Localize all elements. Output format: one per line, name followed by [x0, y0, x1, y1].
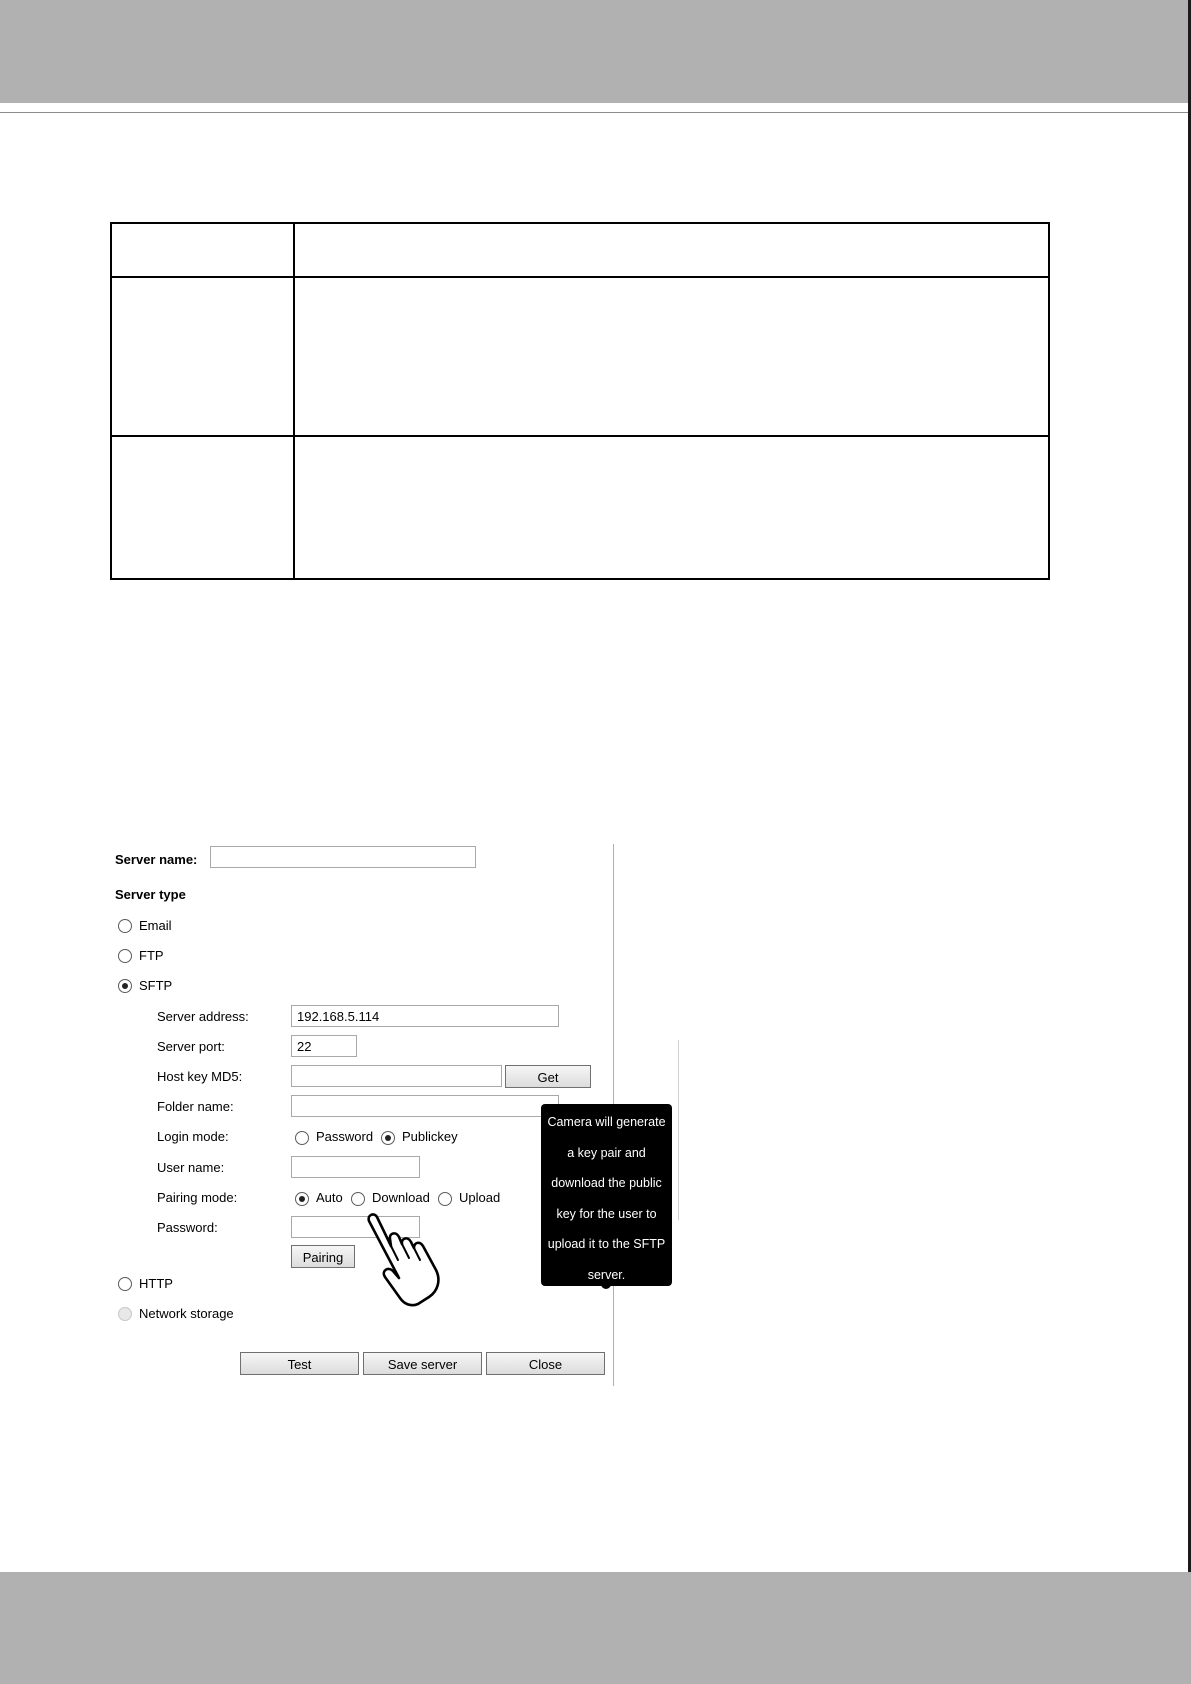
- pairing-mode-auto-label: Auto: [316, 1190, 343, 1205]
- host-key-label: Host key MD5:: [157, 1069, 243, 1084]
- pairing-button[interactable]: Pairing: [291, 1245, 355, 1268]
- user-name-input[interactable]: [291, 1156, 420, 1178]
- login-mode-publickey-label: Publickey: [402, 1129, 458, 1144]
- folder-name-input[interactable]: [291, 1095, 559, 1117]
- server-type-network-storage-label: Network storage: [139, 1306, 234, 1321]
- close-button[interactable]: Close: [486, 1352, 605, 1375]
- get-host-key-button[interactable]: Get: [505, 1065, 591, 1088]
- server-type-sftp-radio[interactable]: [118, 979, 132, 993]
- server-name-input[interactable]: [210, 846, 476, 868]
- login-mode-publickey-radio[interactable]: [381, 1131, 395, 1145]
- tooltip-line: upload it to the SFTP: [547, 1237, 666, 1251]
- server-type-http-label: HTTP: [139, 1276, 173, 1291]
- server-address-label: Server address:: [157, 1009, 249, 1024]
- tooltip-line: key for the user to: [556, 1206, 657, 1221]
- server-type-ftp-radio[interactable]: [118, 949, 132, 963]
- pairing-mode-upload-radio[interactable]: [438, 1192, 452, 1206]
- pairing-mode-tooltip: [541, 1104, 672, 1286]
- server-port-label: Server port:: [157, 1039, 225, 1054]
- login-mode-password-label: Password: [316, 1129, 374, 1144]
- user-name-label: User name:: [157, 1160, 225, 1175]
- login-mode-password-radio[interactable]: [295, 1131, 309, 1145]
- page-header-bar: [0, 0, 1191, 103]
- password-label: Password:: [157, 1220, 218, 1235]
- server-port-input[interactable]: [291, 1035, 357, 1057]
- server-type-ftp-label: FTP: [139, 948, 164, 963]
- server-name-label: Server name:: [115, 852, 198, 867]
- pairing-mode-download-label: Download: [372, 1190, 430, 1205]
- tooltip-line: a key pair and: [567, 1145, 646, 1160]
- tooltip-line: Camera will generate: [547, 1115, 666, 1129]
- server-type-label: Server type: [115, 887, 186, 902]
- server-type-http-radio[interactable]: [118, 1277, 132, 1291]
- test-button[interactable]: Test: [240, 1352, 359, 1375]
- table-row-divider: [112, 276, 1048, 278]
- hand-pointer-icon: [358, 1208, 458, 1308]
- table-row-divider: [112, 435, 1048, 437]
- dialog-divider-faint: [678, 1040, 679, 1220]
- pairing-mode-upload-label: Upload: [459, 1190, 501, 1205]
- pairing-mode-download-radio[interactable]: [351, 1192, 365, 1206]
- pairing-mode-label: Pairing mode:: [157, 1190, 238, 1205]
- tooltip-line: download the public: [551, 1176, 662, 1190]
- host-key-input[interactable]: [291, 1065, 502, 1087]
- server-type-network-storage-radio[interactable]: [118, 1307, 132, 1321]
- login-mode-label: Login mode:: [157, 1129, 229, 1144]
- pairing-mode-auto-radio[interactable]: [295, 1192, 309, 1206]
- server-type-email-label: Email: [139, 918, 172, 933]
- server-type-sftp-label: SFTP: [139, 978, 173, 993]
- save-server-button[interactable]: Save server: [363, 1352, 482, 1375]
- server-address-input[interactable]: [291, 1005, 559, 1027]
- folder-name-label: Folder name:: [157, 1099, 234, 1114]
- parameter-table: [110, 222, 1050, 580]
- header-rule: [0, 112, 1191, 113]
- page-footer-bar: [0, 1572, 1191, 1684]
- server-type-email-radio[interactable]: [118, 919, 132, 933]
- tooltip-line: server.: [587, 1267, 626, 1282]
